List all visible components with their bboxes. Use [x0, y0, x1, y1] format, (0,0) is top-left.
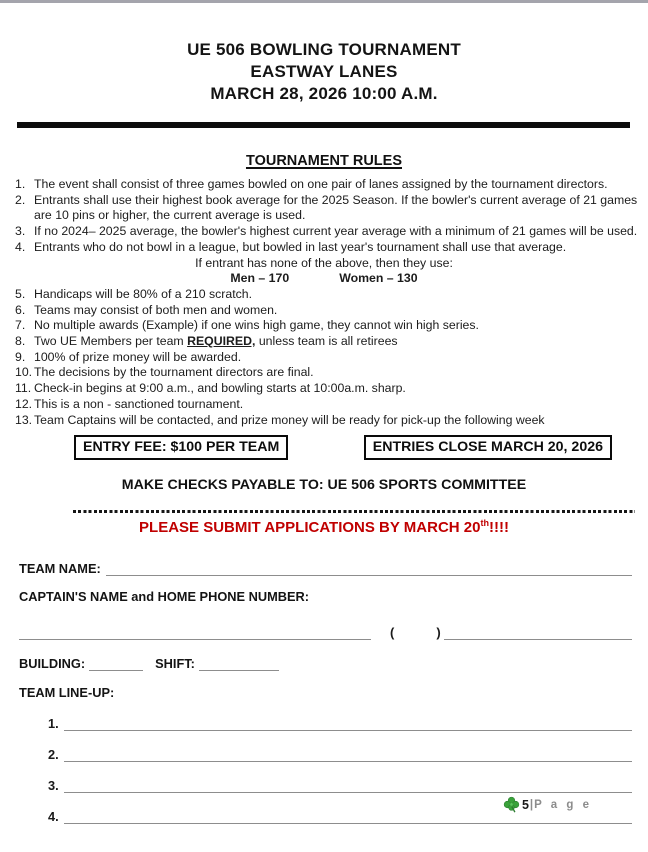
make-checks-payable-line: MAKE CHECKS PAYABLE TO: UE 506 SPORTS COMMITTEE — [121, 477, 527, 494]
rule-number: 10. — [15, 365, 33, 380]
team-name-label: TEAM NAME: — [19, 561, 101, 577]
rule-text: 100% of prize money will be awarded. — [34, 349, 242, 364]
rule-item-7 — [0, 318, 648, 334]
captain-phone-row — [19, 624, 632, 640]
building-label: BUILDING: — [19, 656, 86, 672]
rules-heading: TOURNAMENT RULES — [245, 153, 402, 169]
rule-text: The event shall consist of three games bowled on one pair of lanes assigned by the tournament directors. — [34, 177, 608, 191]
lineup-number: 1. — [48, 716, 59, 732]
rule-text: Check-in begins at 9:00 a.m., and bowling starts at 10:00a.m. sharp. — [34, 381, 406, 396]
rule-item-11 — [0, 381, 648, 397]
dotted-separator — [73, 510, 635, 513]
page-word: P a g e — [534, 798, 592, 811]
rule-number: 9. — [15, 349, 26, 364]
lineup-blank-line — [64, 715, 632, 731]
rule-text: Entrants shall use their highest book average for the 2025 Season. If the bowler's current average of 21 games are 10 pins or higher, the current average is used. — [34, 192, 638, 223]
header-title: UE 506 BOWLING TOURNAMENT — [187, 40, 461, 59]
rule-number: 2. — [15, 192, 26, 207]
rule-number: 12. — [15, 396, 33, 411]
rule-note: If entrant has none of the above, then they use: — [195, 255, 453, 270]
captain-name-blank-line — [19, 624, 371, 640]
rule-text-required: REQUIRED, — [187, 334, 256, 349]
area-code-gap — [397, 625, 433, 640]
rule-text: If no 2024– 2025 average, the bowler's highest current year average with a minimum of 21 games will be used. — [34, 224, 638, 239]
rule-text: Entrants who do not bowl in a league, but bowled in last year's tournament shall use that average. — [34, 239, 567, 254]
notice-superscript: th — [480, 518, 489, 529]
notice-text: PLEASE SUBMIT APPLICATIONS BY MARCH 20 — [139, 519, 481, 537]
notice-exclamation: !!!! — [488, 519, 509, 537]
rule-item-9 — [0, 350, 648, 366]
rule-text: Handicaps will be 80% of a 210 scratch. — [34, 286, 253, 301]
clover-icon — [503, 796, 520, 813]
rule-text: The decisions by the tournament directors are final. — [34, 365, 314, 380]
building-blank-line — [89, 655, 143, 671]
rule-item-1 — [0, 177, 648, 193]
phone-close-paren: ) — [436, 625, 441, 641]
lineup-number: 4. — [48, 809, 59, 825]
rule-number: 4. — [15, 239, 26, 254]
shift-label: SHIFT: — [155, 656, 195, 672]
rule-item-13 — [0, 413, 648, 429]
header-venue: EASTWAY LANES — [250, 62, 398, 81]
shift-blank-line — [199, 655, 279, 671]
lineup-blank-line — [64, 777, 632, 793]
lineup-row-2 — [48, 731, 632, 762]
rule-text: Team Captains will be contacted, and prize money will be ready for pick-up the following week — [34, 412, 545, 427]
men-average: Men – 170 — [230, 271, 290, 286]
rule-number: 8. — [15, 334, 26, 349]
lineup-row-3 — [48, 762, 632, 793]
rule-item-10 — [0, 365, 648, 381]
rule-text — [34, 334, 648, 350]
rule-number: 11. — [15, 381, 32, 396]
header-divider-bar — [17, 122, 630, 128]
entries-close-box: ENTRIES CLOSE MARCH 20, 2026 — [364, 435, 612, 460]
lineup-number: 2. — [48, 747, 59, 763]
page-separator: | — [529, 798, 534, 811]
default-averages — [0, 271, 648, 287]
page-number: 5 — [521, 797, 529, 812]
rule-number: 5. — [15, 286, 26, 301]
rule-number: 1. — [15, 177, 26, 191]
rule-number: 13. — [15, 412, 33, 427]
rules-list — [0, 177, 648, 428]
rule-item-6 — [0, 303, 648, 319]
team-name-blank-line — [106, 560, 632, 576]
fee-boxes-row — [74, 435, 612, 460]
lineup-row-1 — [48, 700, 632, 731]
submit-applications-notice — [0, 518, 648, 536]
page-footer — [503, 796, 592, 813]
rule-text-pre: Two UE Members per team — [34, 334, 188, 349]
women-average: Women – 130 — [339, 271, 418, 286]
lineup-blank-line — [64, 746, 632, 762]
team-lineup-label: TEAM LINE-UP: — [19, 685, 115, 701]
rule-text: No multiple awards (Example) if one wins high game, they cannot win high series. — [34, 318, 479, 333]
header-date: MARCH 28, 2026 10:00 A.M. — [210, 84, 438, 103]
rule-item-12 — [0, 397, 648, 413]
rule-item-2 — [0, 193, 648, 224]
rule-number: 7. — [15, 318, 26, 333]
captain-name-label: CAPTAIN'S NAME and HOME PHONE NUMBER: — [19, 589, 310, 605]
rule-item-8 — [0, 334, 648, 350]
rule-text: Teams may consist of both men and women. — [34, 302, 278, 317]
rule-number: 6. — [15, 302, 26, 317]
document-header — [0, 3, 648, 105]
phone-open-paren: ( — [390, 625, 395, 641]
phone-number-blank-line — [444, 624, 632, 640]
rule-number: 3. — [15, 224, 26, 239]
team-name-row — [19, 560, 632, 576]
rule-item-5 — [0, 287, 648, 303]
lineup-number: 3. — [48, 778, 59, 794]
building-shift-row — [19, 655, 632, 671]
entry-fee-box: ENTRY FEE: $100 PER TEAM — [74, 435, 288, 460]
rule-item-4 — [0, 240, 648, 256]
rule-text: This is a non - sanctioned tournament. — [34, 396, 244, 411]
rule-item-3 — [0, 224, 648, 240]
rule-text-post: unless team is all retirees — [255, 334, 398, 349]
